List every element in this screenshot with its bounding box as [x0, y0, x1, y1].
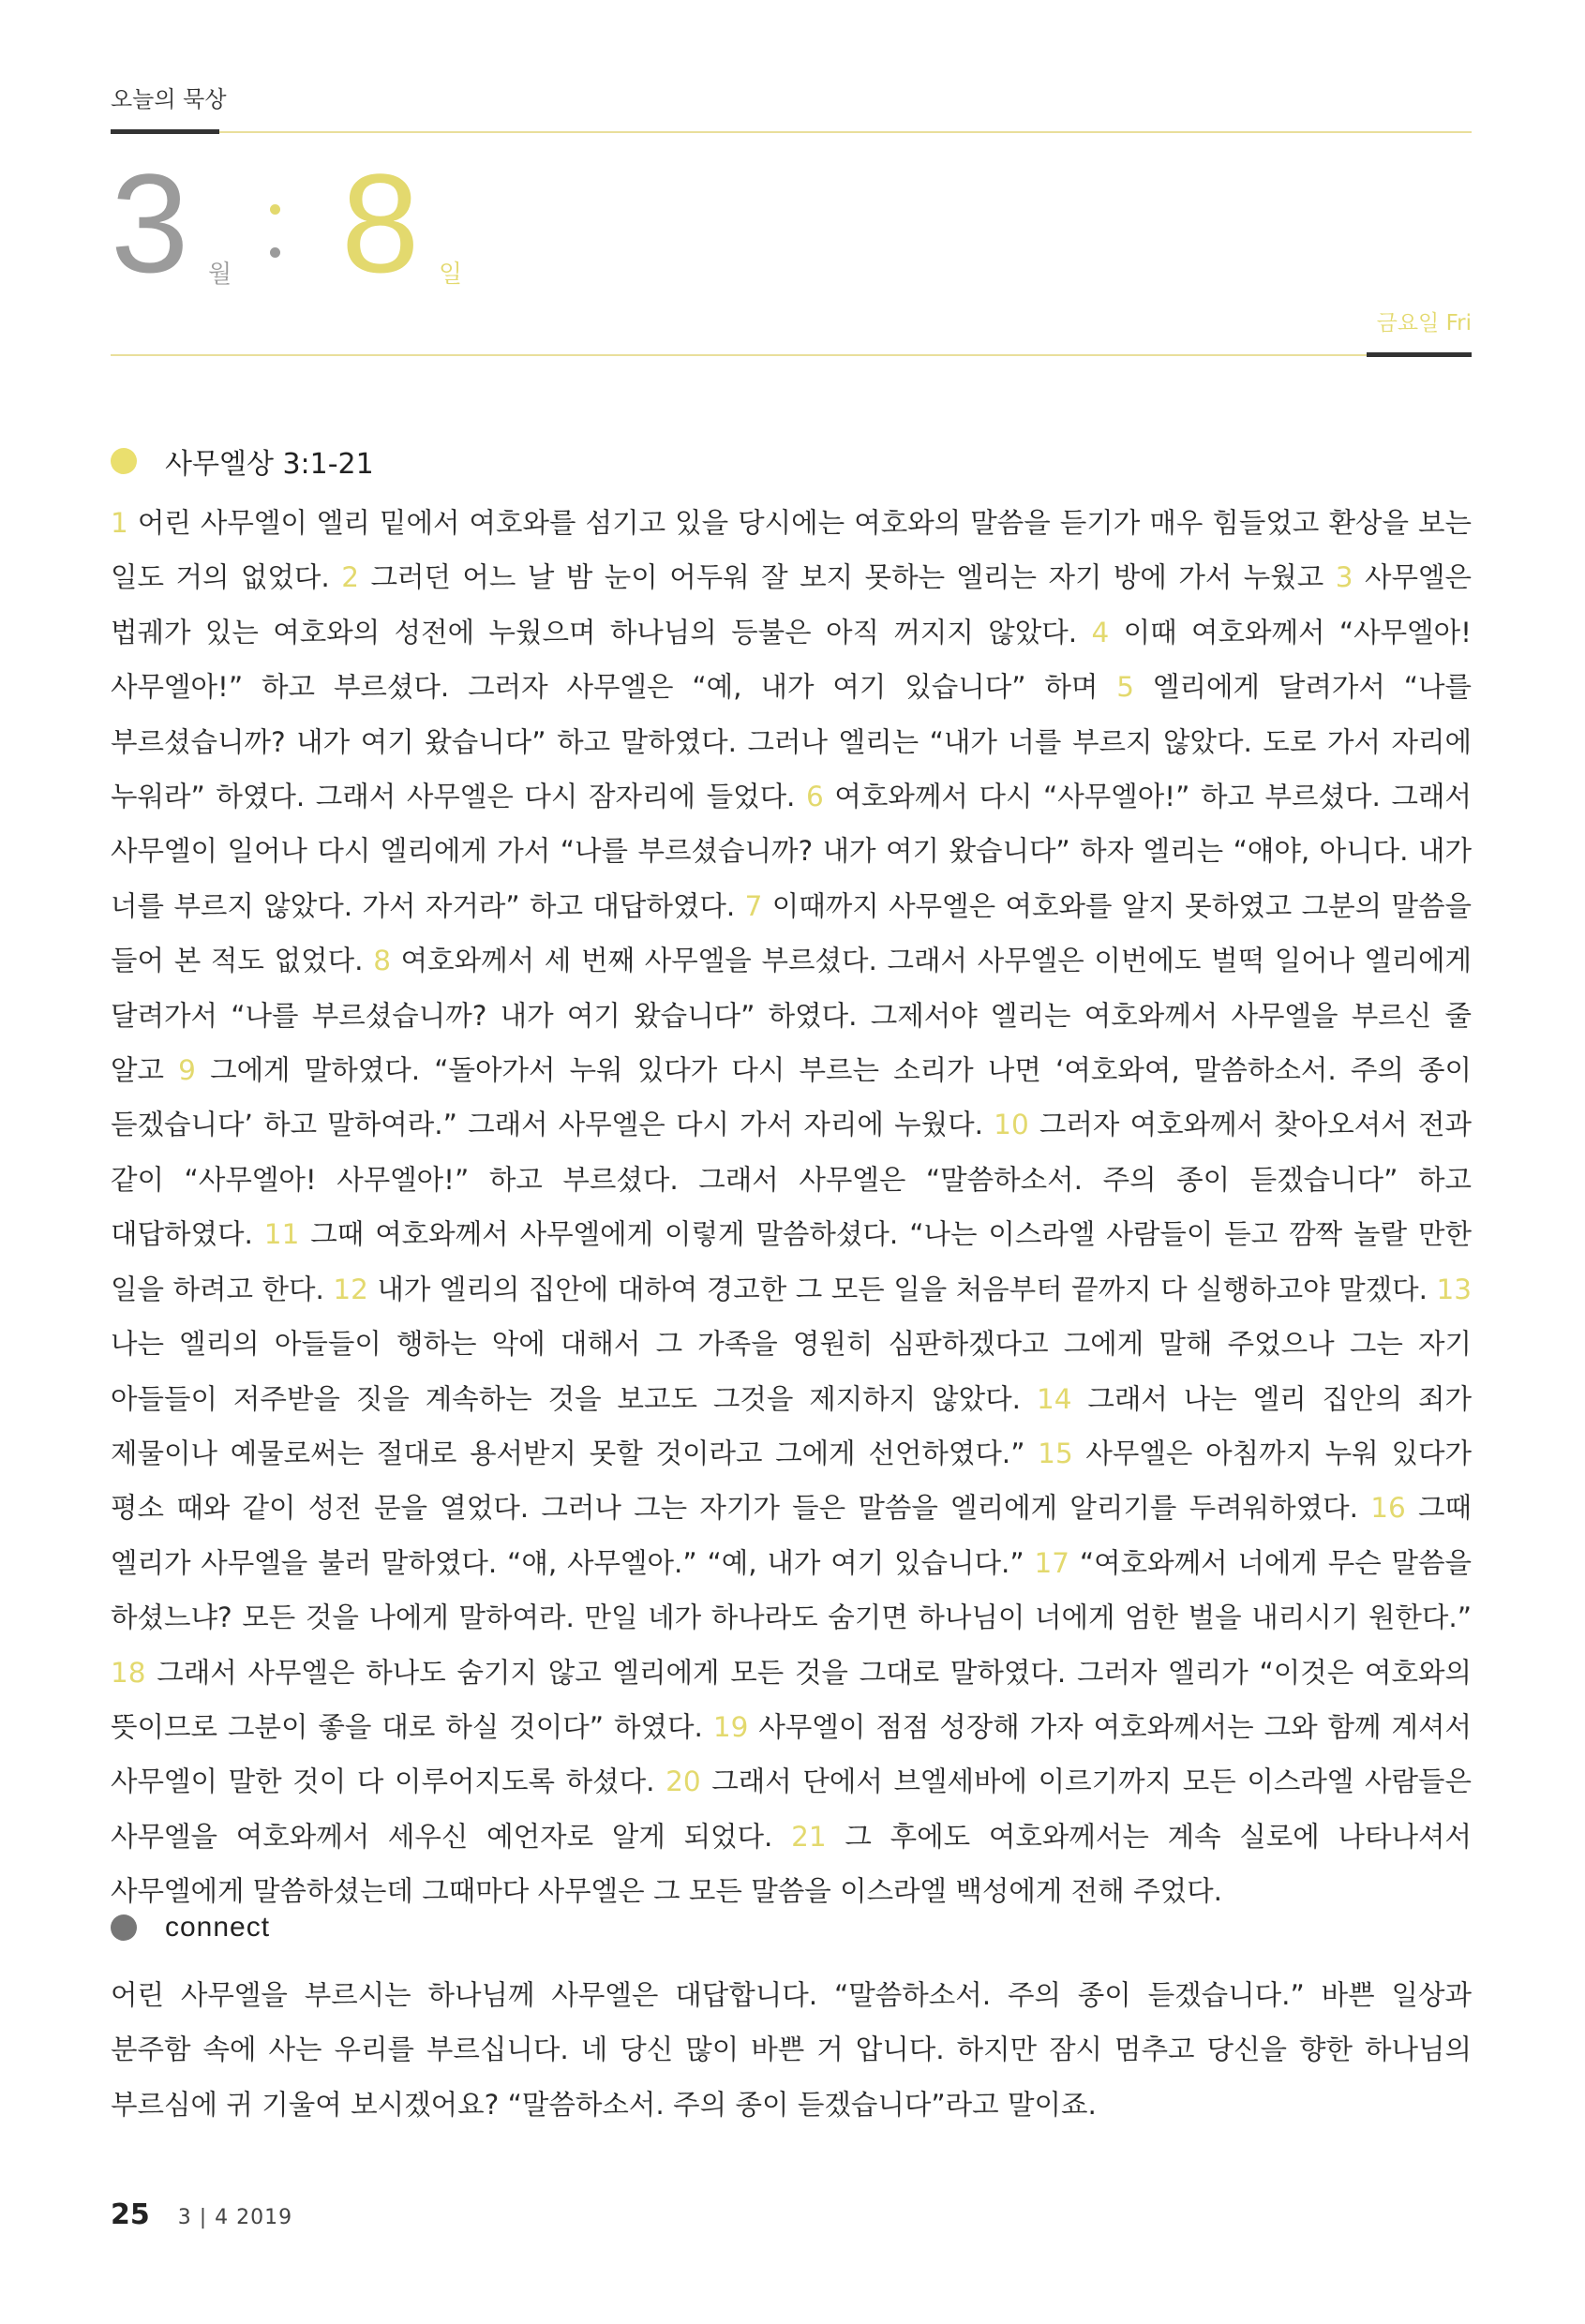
- bullet-icon: [111, 448, 137, 474]
- weekday-label: 금요일 Fri: [1376, 311, 1472, 335]
- top-divider-accent: [111, 129, 219, 134]
- verse-text: 이때까지 사무엘은 여호와를 알지 못하였고 그분의 말씀을 들어 본 적도 없었다.: [111, 889, 1472, 977]
- page-footer: [111, 2198, 292, 2231]
- verse-text: 여호와께서 다시 “사무엘아!” 하고 부르셨다. 그래서 사무엘이 일어나 다시 엘리에게 가서 “나를 부르셨습니까? 내가 여기 왔습니다” 하자 엘리는 “얘야, 아니다. 내가 너를 부르지 않았다. 가서 자거라” 하고 대답하였다.: [111, 781, 1472, 922]
- verse-number: 3: [1335, 561, 1353, 594]
- verse-text: 이때 여호와께서 “사무엘아! 사무엘아!” 하고 부르셨다. 그러자 사무엘은 “예, 내가 여기 있습니다” 하며: [111, 616, 1472, 704]
- connect-title: connect: [165, 1912, 271, 1943]
- connect-text: 어린 사무엘을 부르시는 하나님께 사무엘은 대답합니다. “말씀하소서. 주의 종이 듣겠습니다.” 바쁜 일상과 분주함 속에 사는 우리를 부르십니다. 네 당신 많이 바쁜 거 압니다. 하지만 잠시 멈추고 당신을 향한 하나님의 부르심에 귀 기울여 보시겠어요? “말씀하소서. 주의 종이 듣겠습니다”라고 말이죠.: [111, 1979, 1472, 2121]
- day-unit: 일: [439, 261, 463, 289]
- verse-text: “여호와께서 너에게 무슨 말씀을 하셨느냐? 모든 것을 나에게 말하여라. 만일 네가 하나라도 숨기면 하나님이 너에게 엄한 벌을 내리시기 원한다.”: [111, 1546, 1472, 1634]
- verse-number: 7: [744, 889, 763, 922]
- verse-number: 5: [1116, 671, 1135, 704]
- scripture-heading: [111, 440, 374, 482]
- header-divider: [111, 354, 1472, 356]
- date-display: [111, 144, 767, 302]
- verse-number: 14: [1036, 1382, 1072, 1415]
- verse-text: 그래서 나는 엘리 집안의 죄가 제물이나 예물로써는 절대로 용서받지 못할 것이라고 그에게 선언하였다.”: [111, 1382, 1472, 1469]
- verse-text: 그래서 사무엘은 하나도 숨기지 않고 엘리에게 모든 것을 그대로 말하였다. 그러자 엘리가 “이것은 여호와의 뜻이므로 그분이 좋을 대로 하실 것이다” 하였다.: [111, 1656, 1472, 1743]
- verse-number: 18: [111, 1656, 146, 1689]
- colon-separator: [270, 204, 281, 264]
- verse-number: 20: [665, 1765, 701, 1798]
- verse-number: 11: [263, 1218, 300, 1251]
- issue-date: 3 | 4 2019: [177, 2206, 293, 2229]
- bullet-icon: [111, 1914, 137, 1941]
- scripture-text: [111, 496, 1472, 1919]
- verse-number: 13: [1436, 1273, 1472, 1305]
- verse-text: 그 후에도 여호와께서는 계속 실로에 나타나셔서 사무엘에게 말씀하셨는데 그때마다 사무엘은 그 모든 말씀을 이스라엘 백성에게 전해 주었다.: [111, 1820, 1472, 1908]
- verse-number: 10: [994, 1109, 1029, 1141]
- verse-number: 15: [1038, 1437, 1073, 1469]
- verse-number: 8: [373, 945, 391, 977]
- month-unit: 월: [208, 261, 232, 289]
- verse-text: 그러자 여호와께서 찾아오셔서 전과 같이 “사무엘아! 사무엘아!” 하고 부르셨다. 그래서 사무엘은 “말씀하소서. 주의 종이 듣겠습니다” 하고 대답하였다.: [111, 1109, 1472, 1251]
- verse-number: 21: [791, 1820, 827, 1853]
- verse-number: 17: [1034, 1546, 1070, 1579]
- verse-text: 내가 엘리의 집안에 대하여 경고한 그 모든 일을 처음부터 끝까지 다 실행하고야 말겠다.: [367, 1273, 1437, 1305]
- verse-text: 여호와께서 세 번째 사무엘을 부르셨다. 그래서 사무엘은 이번에도 벌떡 일어나 엘리에게 달려가서 “나를 부르셨습니까? 내가 여기 왔습니다” 하였다. 그제서야 엘리는 여호와께서 사무엘을 부르신 줄 알고: [111, 945, 1472, 1087]
- scripture-reference: 사무엘상 3:1-21: [165, 448, 374, 481]
- verse-text: 나는 엘리의 아들들이 행하는 악에 대해서 그 가족을 영원히 심판하겠다고 그에게 말해 주었으나 그는 자기 아들들이 저주받을 짓을 계속하는 것을 보고도 그것을 제지하지 않았다.: [111, 1328, 1472, 1415]
- verse-text: 그러던 어느 날 밤 눈이 어두워 잘 보지 못하는 엘리는 자기 방에 가서 누웠고: [359, 561, 1336, 594]
- verse-text: 그에게 말하였다. “돌아가서 누워 있다가 다시 부르는 소리가 나면 ‘여호와여, 말씀하소서. 주의 종이 듣겠습니다’ 하고 말하여라.” 그래서 사무엘은 다시 가서 자리에 누웠다.: [111, 1054, 1472, 1141]
- connect-heading: [111, 1912, 270, 1944]
- verse-number: 19: [712, 1710, 749, 1743]
- verse-number: 2: [341, 561, 360, 594]
- verse-text: 그래서 단에서 브엘세바에 이르기까지 모든 이스라엘 사람들은 사무엘을 여호와께서 세우신 예언자로 알게 되었다.: [111, 1765, 1472, 1853]
- page-number: 25: [111, 2198, 150, 2231]
- verse-text: 사무엘은 아침까지 누워 있다가 평소 때와 같이 성전 문을 열었다. 그러나 그는 자기가 들은 말씀을 엘리에게 알리기를 두려워하였다.: [111, 1437, 1472, 1525]
- verse-text: 엘리에게 달려가서 “나를 부르셨습니까? 내가 여기 왔습니다” 하고 말하였다. 그러나 엘리는 “내가 너를 부르지 않았다. 도로 가서 자리에 누워라” 하였다. 그래서 사무엘은 다시 잠자리에 들었다.: [111, 671, 1472, 813]
- verse-number: 6: [806, 781, 824, 813]
- verse-number: 4: [1091, 616, 1110, 648]
- top-divider: [111, 131, 1472, 133]
- verse-number: 9: [178, 1054, 196, 1087]
- verse-text: 어린 사무엘이 엘리 밑에서 여호와를 섬기고 있을 당시에는 여호와의 말씀을 듣기가 매우 힘들었고 환상을 보는 일도 거의 없었다.: [111, 507, 1472, 594]
- verse-number: 1: [111, 507, 128, 539]
- verse-text: 사무엘이 점점 성장해 가자 여호와께서는 그와 함께 계셔서 사무엘이 말한 것이 다 이루어지도록 하셨다.: [111, 1710, 1472, 1798]
- verse-text: 그때 여호와께서 사무엘에게 이렇게 말씀하셨다. “나는 이스라엘 사람들이 듣고 깜짝 놀랄 만한 일을 하려고 한다.: [111, 1218, 1472, 1305]
- month-number: 3: [111, 144, 189, 302]
- verse-number: 16: [1370, 1492, 1406, 1525]
- day-number: 8: [341, 144, 420, 302]
- verse-text: 그때 엘리가 사무엘을 불러 말하였다. “얘, 사무엘아.” “예, 내가 여기 있습니다.”: [111, 1492, 1472, 1579]
- verse-text: 사무엘은 법궤가 있는 여호와의 성전에 누웠으며 하나님의 등불은 아직 꺼지지 않았다.: [111, 561, 1472, 648]
- verse-number: 12: [333, 1273, 368, 1305]
- section-label: 오늘의 묵상: [111, 86, 227, 112]
- header-divider-accent: [1367, 352, 1472, 357]
